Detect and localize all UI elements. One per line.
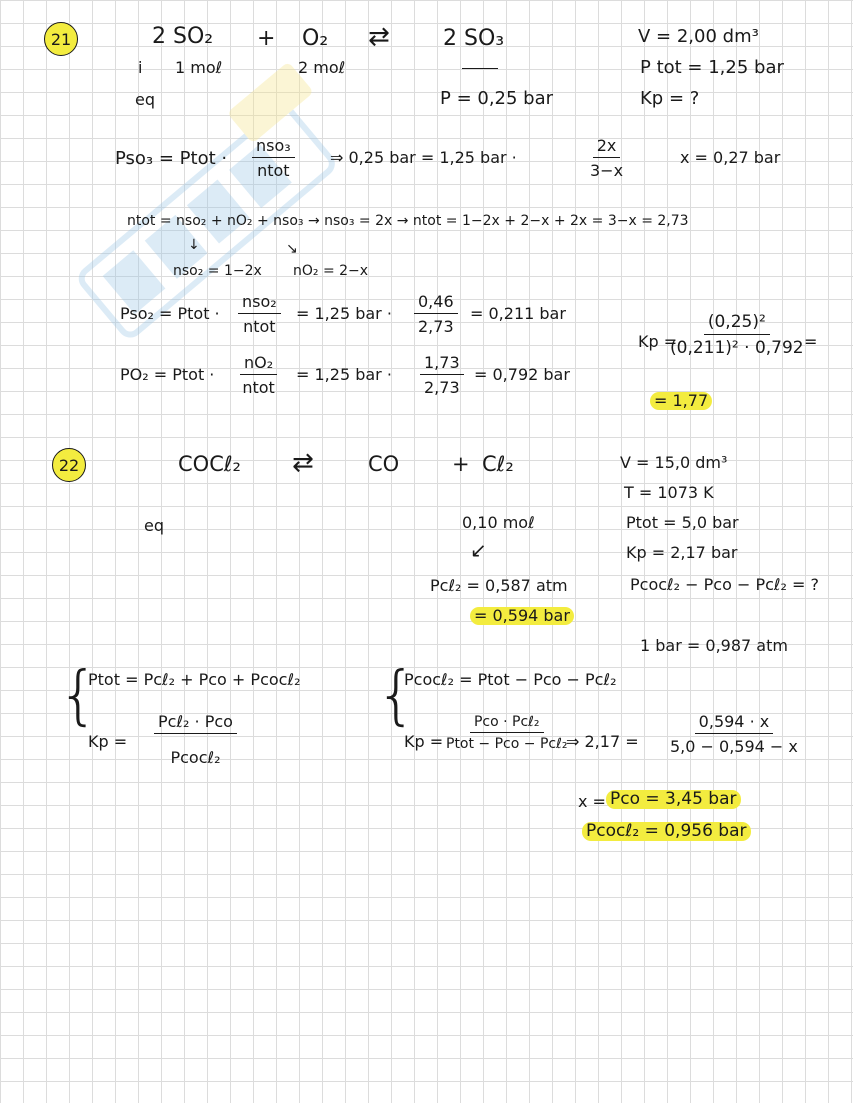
given-total-pressure: P tot = 1,25 bar	[640, 57, 784, 78]
reaction-product-cl2: Cℓ₂	[482, 452, 514, 476]
equilibrium-label-22: eq	[144, 516, 164, 535]
system2-kp-fraction: Pco · Pcℓ₂ Ptot − Pco − Pcℓ₂	[446, 714, 568, 752]
system2-cocl2-pressure: Pcocℓ₂ = Ptot − Pco − Pcℓ₂	[404, 670, 617, 689]
x-result: x = 0,27 bar	[680, 148, 781, 167]
equilibrium-arrow-22: ⇄	[292, 448, 314, 478]
ntot-arrow-so2: ↓	[188, 237, 200, 253]
given-volume-22: V = 15,0 dm³	[620, 453, 728, 472]
problem-number-21: 21	[44, 22, 78, 56]
reaction-plus: +	[257, 26, 276, 51]
initial-o2-moles: 2 moℓ	[298, 58, 346, 77]
pso2-lhs: Pso₂ = Ptot ·	[120, 304, 220, 323]
reaction-product-co: CO	[368, 452, 400, 476]
system1-total-pressure: Ptot = Pcℓ₂ + Pco + Pcocℓ₂	[88, 670, 301, 689]
given-kp-22: Kp = 2,17 bar	[626, 543, 738, 562]
pso2-value-fraction: $\frac{0,46}{2,73}$	[414, 292, 458, 336]
po2-fraction: nO₂ ntot	[240, 353, 277, 397]
system1-kp-label: Kp =	[88, 732, 128, 751]
pso2-fraction: nso₂ ntot	[238, 292, 281, 336]
given-volume: V = 2,00 dm³	[638, 26, 759, 47]
kp-fraction: $\frac{\text{(0,25)²}}{\text{(0,211)² · 0,792}}$	[670, 312, 804, 358]
kp-result-highlight: = 1,77	[650, 392, 712, 410]
po2-mid: = 1,25 bar ·	[296, 365, 392, 384]
given-total-pressure-22: Ptot = 5,0 bar	[626, 513, 739, 532]
pso3-x-fraction: $\frac{2x}{3-x}$	[590, 136, 624, 180]
pcl2-atm: Pcℓ₂ = 0,587 atm	[430, 576, 568, 595]
initial-so2-moles: 1 moℓ	[175, 58, 223, 77]
substitution-so2: nso₂ = 1−2x	[173, 263, 262, 279]
equilibrium-label: eq	[135, 90, 155, 109]
pcl2-bar-highlight: = 0,594 bar	[470, 607, 574, 625]
equilibrium-arrow: ⇄	[368, 22, 390, 52]
result-pcocl2-highlight: Pcocℓ₂ = 0,956 bar	[582, 822, 751, 841]
initial-label: i	[138, 58, 143, 77]
pso2-result: = 0,211 bar	[470, 304, 566, 323]
cl2-moles: 0,10 moℓ	[462, 513, 535, 532]
ntot-expression: ntot = nso₂ + nO₂ + nso₃ → nso₃ = 2x → ntot = 1−2x + 2−x + 2x = 3−x = 2,73	[127, 213, 689, 229]
reaction-reactant-so2: 2 SO₂	[152, 24, 214, 49]
system2-value-fraction: $\frac{0,594 \cdot x}{5,0 - 0,594 - x}$	[670, 712, 798, 756]
kp-equals: =	[804, 332, 818, 351]
kp-lhs: Kp =	[638, 332, 678, 351]
given-temperature: T = 1073 K	[624, 483, 714, 502]
unknowns: Pcocℓ₂ − Pco − Pcℓ₂ = ?	[630, 575, 819, 594]
pso2-mid: = 1,25 bar ·	[296, 304, 392, 323]
unit-conversion: 1 bar = 0,987 atm	[640, 636, 788, 655]
po2-result: = 0,792 bar	[474, 365, 570, 384]
result-x-label: x =	[578, 792, 606, 811]
problem-number-22: 22	[52, 448, 86, 482]
reaction-product-so3: 2 SO₃	[443, 26, 505, 51]
system2-kp-label: Kp =	[404, 732, 444, 751]
po2-lhs: PO₂ = Ptot ·	[120, 365, 215, 384]
given-kp-unknown: Kp = ?	[640, 88, 700, 109]
reaction-reactant-cocl2: COCℓ₂	[178, 452, 241, 476]
pso3-fraction: nso₃ ntot	[252, 136, 295, 180]
system1-kp-fraction: Pcℓ₂ · Pco Pcocℓ₂	[154, 712, 237, 767]
reaction-reactant-o2: O₂	[302, 26, 329, 51]
system1-brace: {	[58, 659, 99, 733]
result-pco-highlight: Pco = 3,45 bar	[606, 790, 741, 809]
cl2-arrow: ↙	[470, 538, 487, 562]
ntot-arrow-o2: ↘	[286, 241, 298, 257]
equilibrium-pressure: P = 0,25 bar	[440, 88, 554, 109]
product-underline	[462, 68, 498, 69]
substitution-o2: nO₂ = 2−x	[293, 263, 369, 279]
reaction-plus-22: +	[452, 452, 470, 476]
po2-value-fraction: $\frac{1,73}{2,73}$	[420, 353, 464, 397]
system2-brace: {	[376, 659, 417, 733]
system2-then: ⇒ 2,17 =	[566, 732, 639, 751]
pso3-lhs: Pso₃ = Ptot ·	[115, 148, 228, 169]
pso3-then: ⇒ 0,25 bar = 1,25 bar ·	[330, 148, 517, 167]
